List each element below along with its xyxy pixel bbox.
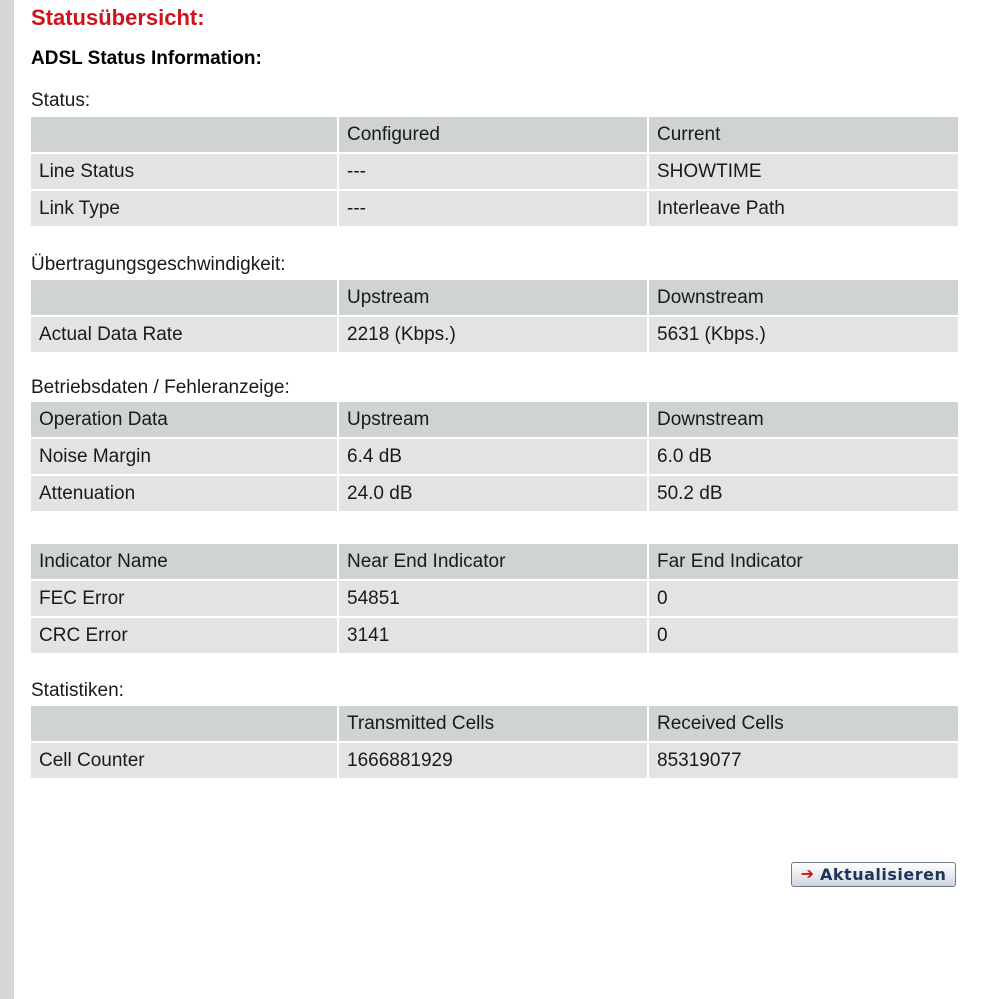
table-cell: 6.0 dB bbox=[649, 439, 958, 474]
table-cell: 54851 bbox=[339, 581, 647, 616]
table-cell: 0 bbox=[649, 581, 958, 616]
header-cell bbox=[31, 117, 337, 152]
row-label: Actual Data Rate bbox=[31, 317, 337, 352]
row-label: FEC Error bbox=[31, 581, 337, 616]
table-row bbox=[31, 581, 958, 616]
row-label: CRC Error bbox=[31, 618, 337, 653]
table-cell: 50.2 dB bbox=[649, 476, 958, 511]
table-cell: 6.4 dB bbox=[339, 439, 647, 474]
header-cell: Upstream bbox=[339, 402, 647, 437]
page-title: Statusübersicht: bbox=[31, 5, 205, 30]
header-cell: Configured bbox=[339, 117, 647, 152]
row-label: Noise Margin bbox=[31, 439, 337, 474]
table-row bbox=[31, 317, 958, 352]
operation-section-label: Betriebsdaten / Fehleranzeige: bbox=[31, 377, 290, 398]
speed-table bbox=[29, 278, 960, 354]
header-cell bbox=[31, 706, 337, 741]
table-header-row bbox=[31, 706, 958, 741]
header-cell: Transmitted Cells bbox=[339, 706, 647, 741]
refresh-button-label: Aktualisieren bbox=[820, 865, 947, 884]
status-table bbox=[29, 115, 960, 228]
table-cell: 24.0 dB bbox=[339, 476, 647, 511]
header-cell: Indicator Name bbox=[31, 544, 337, 579]
header-cell: Current bbox=[649, 117, 958, 152]
table-row bbox=[31, 476, 958, 511]
table-cell: SHOWTIME bbox=[649, 154, 958, 189]
header-cell: Far End Indicator bbox=[649, 544, 958, 579]
table-header-row bbox=[31, 117, 958, 152]
header-cell: Operation Data bbox=[31, 402, 337, 437]
table-cell: 85319077 bbox=[649, 743, 958, 778]
header-cell: Upstream bbox=[339, 280, 647, 315]
table-cell: 2218 (Kbps.) bbox=[339, 317, 647, 352]
table-row bbox=[31, 154, 958, 189]
header-cell: Near End Indicator bbox=[339, 544, 647, 579]
table-cell: Interleave Path bbox=[649, 191, 958, 226]
table-row bbox=[31, 439, 958, 474]
header-cell: Received Cells bbox=[649, 706, 958, 741]
row-label: Line Status bbox=[31, 154, 337, 189]
table-cell: --- bbox=[339, 154, 647, 189]
table-row bbox=[31, 743, 958, 778]
status-section-label: Status: bbox=[31, 90, 91, 111]
operation-table bbox=[29, 400, 960, 513]
statistics-section-label: Statistiken: bbox=[31, 680, 124, 701]
header-cell: Downstream bbox=[649, 280, 958, 315]
left-sidebar-strip bbox=[0, 0, 14, 999]
header-cell: Downstream bbox=[649, 402, 958, 437]
header-cell bbox=[31, 280, 337, 315]
speed-section-label: Übertragungsgeschwindigkeit: bbox=[31, 254, 286, 275]
table-cell: 1666881929 bbox=[339, 743, 647, 778]
table-cell: 3141 bbox=[339, 618, 647, 653]
table-cell: --- bbox=[339, 191, 647, 226]
table-header-row bbox=[31, 280, 958, 315]
table-cell: 0 bbox=[649, 618, 958, 653]
table-row bbox=[31, 618, 958, 653]
refresh-button[interactable] bbox=[791, 862, 956, 887]
statistics-table bbox=[29, 704, 960, 780]
row-label: Cell Counter bbox=[31, 743, 337, 778]
row-label: Attenuation bbox=[31, 476, 337, 511]
arrow-right-icon: ➔ bbox=[800, 865, 815, 883]
table-row bbox=[31, 191, 958, 226]
indicator-table bbox=[29, 542, 960, 655]
table-header-row bbox=[31, 402, 958, 437]
table-header-row bbox=[31, 544, 958, 579]
adsl-status-heading: ADSL Status Information: bbox=[31, 48, 262, 69]
table-cell: 5631 (Kbps.) bbox=[649, 317, 958, 352]
row-label: Link Type bbox=[31, 191, 337, 226]
